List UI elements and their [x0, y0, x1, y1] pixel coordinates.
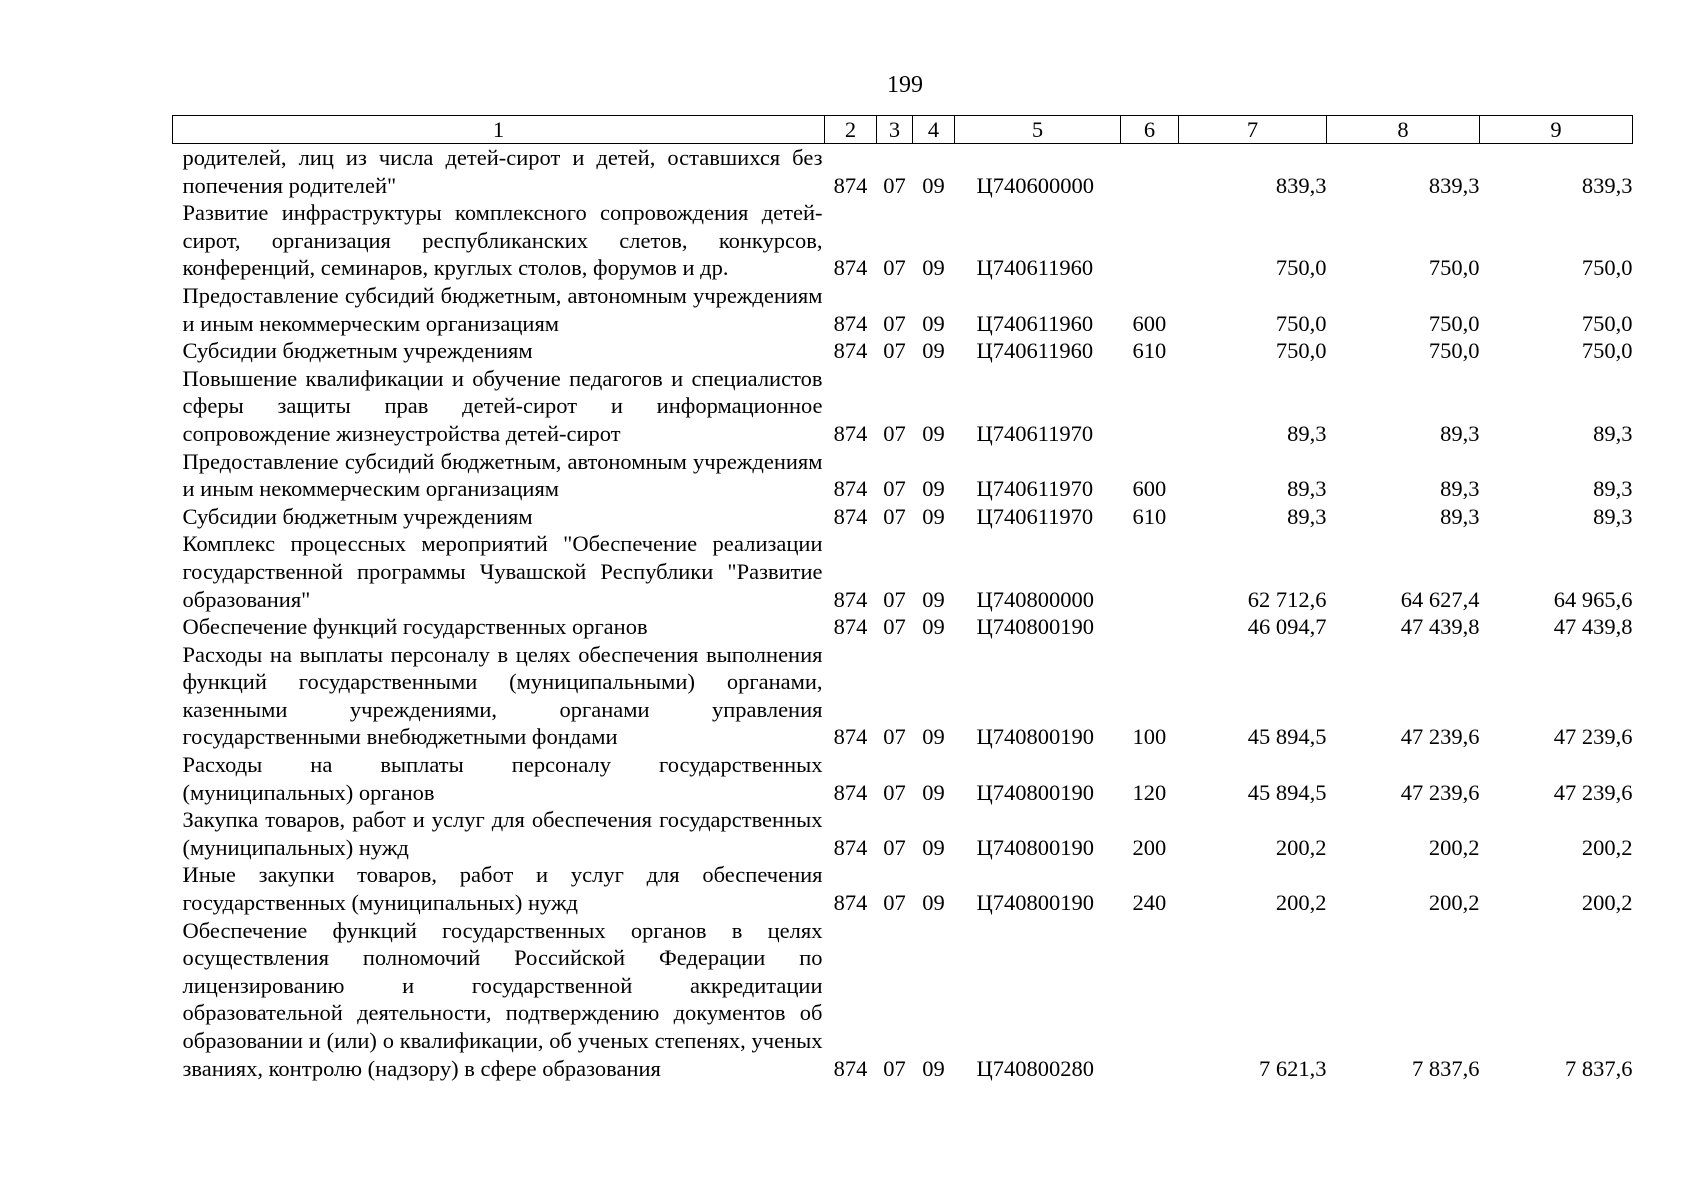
expense-type-code: 610 — [1132, 503, 1167, 529]
ministry-code: 874 — [833, 1055, 868, 1081]
table-row — [173, 641, 1633, 751]
ministry-code: 874 — [833, 255, 868, 281]
target-article-code: Ц740600000 — [976, 172, 1094, 198]
subsection-code: 09 — [922, 255, 945, 281]
row-description: Развитие инфраструктуры комплексного сопровождения детей-сирот, организация республиканских слетов, конкурсов, конференций, семинаров, круглых столов, форумов и др. — [182, 200, 823, 281]
section-code: 07 — [883, 1055, 906, 1081]
ministry-code: 874 — [833, 724, 868, 750]
amount-year-2: 839,3 — [1428, 172, 1480, 198]
amount-year-3: 750,0 — [1581, 338, 1633, 364]
row-description: Закупка товаров, работ и услуг для обеспечения государственных (муниципальных) нужд — [182, 807, 823, 860]
row-description: Расходы на выплаты персоналу государственных (муниципальных) органов — [182, 752, 823, 805]
subsection-code: 09 — [922, 724, 945, 750]
amount-year-3: 89,3 — [1593, 476, 1633, 502]
amount-year-2: 750,0 — [1428, 255, 1480, 281]
amount-year-1: 89,3 — [1287, 420, 1327, 446]
row-description: Расходы на выплаты персоналу в целях обеспечения выполнения функций государственными (муниципальными) органами, казенными учреждениями, органами управления государственными внебюджетными фондами — [182, 641, 823, 750]
amount-year-1: 750,0 — [1275, 310, 1327, 336]
amount-year-3: 47 239,6 — [1553, 724, 1633, 750]
amount-year-2: 47 239,6 — [1400, 779, 1480, 805]
amount-year-3: 47 439,8 — [1553, 614, 1633, 640]
table-row — [173, 861, 1633, 916]
table-row — [173, 751, 1633, 806]
expense-type-code — [1121, 144, 1179, 200]
table-row — [173, 199, 1633, 282]
row-description: родителей, лиц из числа детей-сирот и детей, оставшихся без попечения родителей" — [182, 145, 823, 198]
section-code: 07 — [883, 476, 906, 502]
subsection-code: 09 — [922, 1055, 945, 1081]
ministry-code: 874 — [833, 172, 868, 198]
row-description: Субсидии бюджетным учреждениям — [182, 503, 533, 529]
section-code: 07 — [883, 834, 906, 860]
column-header-5: 5 — [955, 116, 1121, 144]
table-row — [173, 144, 1633, 200]
target-article-code: Ц740611960 — [976, 255, 1094, 281]
section-code: 07 — [883, 255, 906, 281]
amount-year-3: 47 239,6 — [1553, 779, 1633, 805]
section-code: 07 — [883, 310, 906, 336]
page-number: 199 — [887, 72, 923, 98]
amount-year-2: 47 239,6 — [1400, 724, 1480, 750]
target-article-code: Ц740800190 — [976, 614, 1094, 640]
expense-type-code: 120 — [1132, 779, 1167, 805]
target-article-code: Ц740611960 — [976, 310, 1094, 336]
amount-year-3: 7 837,6 — [1565, 1055, 1633, 1081]
amount-year-2: 7 837,6 — [1412, 1055, 1480, 1081]
target-article-code: Ц740800190 — [976, 779, 1094, 805]
subsection-code: 09 — [922, 503, 945, 529]
table-row — [173, 337, 1633, 365]
subsection-code: 09 — [922, 614, 945, 640]
row-description: Иные закупки товаров, работ и услуг для обеспечения государственных (муниципальных) нужд — [182, 862, 823, 916]
table-row — [173, 806, 1633, 861]
subsection-code: 09 — [922, 420, 945, 446]
subsection-code: 09 — [922, 586, 945, 612]
target-article-code: Ц740611960 — [976, 338, 1094, 364]
ministry-code: 874 — [833, 503, 868, 529]
amount-year-1: 89,3 — [1287, 503, 1327, 529]
row-description: Повышение квалификации и обучение педагогов и специалистов сферы защиты прав детей-сирот и информационное сопровождение жизнеустройства детей-сирот — [182, 365, 823, 446]
ministry-code: 874 — [833, 310, 868, 336]
amount-year-2: 750,0 — [1428, 338, 1480, 364]
column-header-8: 8 — [1327, 116, 1480, 144]
column-header-1: 1 — [173, 116, 825, 144]
subsection-code: 09 — [922, 779, 945, 805]
subsection-code: 09 — [922, 172, 945, 198]
amount-year-1: 839,3 — [1275, 172, 1327, 198]
amount-year-2: 750,0 — [1428, 310, 1480, 336]
ministry-code: 874 — [833, 614, 868, 640]
amount-year-1: 7 621,3 — [1259, 1055, 1327, 1081]
expense-type-code — [1121, 613, 1179, 641]
expense-type-code: 200 — [1132, 834, 1167, 860]
ministry-code: 874 — [833, 338, 868, 364]
section-code: 07 — [883, 614, 906, 640]
row-description: Субсидии бюджетным учреждениям — [182, 338, 533, 364]
table-row — [173, 282, 1633, 337]
amount-year-2: 64 627,4 — [1400, 586, 1480, 612]
section-code: 07 — [883, 890, 906, 916]
column-header-6: 6 — [1121, 116, 1179, 144]
amount-year-2: 89,3 — [1440, 420, 1480, 446]
section-code: 07 — [883, 779, 906, 805]
column-header-2: 2 — [825, 116, 877, 144]
amount-year-1: 89,3 — [1287, 476, 1327, 502]
amount-year-2: 200,2 — [1428, 834, 1480, 860]
table-row — [173, 448, 1633, 503]
amount-year-2: 47 439,8 — [1400, 614, 1480, 640]
subsection-code: 09 — [922, 890, 945, 916]
amount-year-2: 200,2 — [1428, 890, 1480, 916]
row-description: Обеспечение функций государственных органов — [182, 614, 648, 640]
expense-type-code: 100 — [1132, 724, 1167, 750]
section-code: 07 — [883, 503, 906, 529]
subsection-code: 09 — [922, 338, 945, 364]
budget-table — [172, 115, 1633, 1082]
amount-year-3: 89,3 — [1593, 420, 1633, 446]
amount-year-3: 200,2 — [1581, 834, 1633, 860]
target-article-code: Ц740800280 — [976, 1055, 1094, 1081]
row-description: Предоставление субсидий бюджетным, автономным учреждениям и иным некоммерческим организациям — [182, 448, 823, 502]
column-number-header-row — [173, 116, 1633, 144]
expense-type-code — [1121, 199, 1179, 282]
amount-year-3: 839,3 — [1581, 172, 1633, 198]
ministry-code: 874 — [833, 779, 868, 805]
amount-year-3: 89,3 — [1593, 503, 1633, 529]
column-header-3: 3 — [877, 116, 913, 144]
amount-year-1: 200,2 — [1275, 834, 1327, 860]
target-article-code: Ц740800190 — [976, 834, 1094, 860]
target-article-code: Ц740611970 — [976, 503, 1094, 529]
ministry-code: 874 — [833, 476, 868, 502]
expense-type-code: 600 — [1132, 476, 1167, 502]
amount-year-1: 45 894,5 — [1247, 724, 1327, 750]
ministry-code: 874 — [833, 834, 868, 860]
target-article-code: Ц740611970 — [976, 420, 1094, 446]
subsection-code: 09 — [922, 834, 945, 860]
expense-type-code — [1121, 530, 1179, 613]
section-code: 07 — [883, 172, 906, 198]
ministry-code: 874 — [833, 890, 868, 916]
table-row — [173, 503, 1633, 531]
subsection-code: 09 — [922, 310, 945, 336]
amount-year-3: 64 965,6 — [1553, 586, 1633, 612]
amount-year-1: 750,0 — [1275, 255, 1327, 281]
table-row — [173, 365, 1633, 448]
expense-type-code: 610 — [1132, 338, 1167, 364]
amount-year-1: 45 894,5 — [1247, 779, 1327, 805]
amount-year-1: 46 094,7 — [1247, 614, 1327, 640]
expense-type-code: 240 — [1132, 890, 1167, 916]
row-description: Комплекс процессных мероприятий "Обеспечение реализации государственной программы Чувашской Республики "Развитие образования" — [182, 531, 823, 612]
section-code: 07 — [883, 724, 906, 750]
amount-year-3: 750,0 — [1581, 310, 1633, 336]
table-row — [173, 613, 1633, 641]
column-header-9: 9 — [1480, 116, 1633, 144]
ministry-code: 874 — [833, 586, 868, 612]
ministry-code: 874 — [833, 420, 868, 446]
column-header-7: 7 — [1179, 116, 1327, 144]
column-header-4: 4 — [913, 116, 955, 144]
amount-year-2: 89,3 — [1440, 476, 1480, 502]
subsection-code: 09 — [922, 476, 945, 502]
table-row — [173, 530, 1633, 613]
section-code: 07 — [883, 420, 906, 446]
expense-type-code: 600 — [1132, 310, 1167, 336]
amount-year-1: 62 712,6 — [1247, 586, 1327, 612]
amount-year-1: 750,0 — [1275, 338, 1327, 364]
section-code: 07 — [883, 586, 906, 612]
expense-type-code — [1121, 917, 1179, 1083]
target-article-code: Ц740800000 — [976, 586, 1094, 612]
amount-year-3: 750,0 — [1581, 255, 1633, 281]
row-description: Предоставление субсидий бюджетным, автономным учреждениям и иным некоммерческим организациям — [182, 282, 823, 336]
target-article-code: Ц740800190 — [976, 724, 1094, 750]
section-code: 07 — [883, 338, 906, 364]
table-row — [173, 917, 1633, 1083]
amount-year-3: 200,2 — [1581, 890, 1633, 916]
amount-year-2: 89,3 — [1440, 503, 1480, 529]
row-description: Обеспечение функций государственных органов в целях осуществления полномочий Российской Федерации по лицензированию и государственной аккредитации образовательной деятельности, подтверждению документов об образовании и (или) о квалификации, об ученых степенях, ученых званиях, контролю (надзору) в сфере образования — [182, 917, 823, 1081]
expense-type-code — [1121, 365, 1179, 448]
target-article-code: Ц740800190 — [976, 890, 1094, 916]
amount-year-1: 200,2 — [1275, 890, 1327, 916]
target-article-code: Ц740611970 — [976, 476, 1094, 502]
